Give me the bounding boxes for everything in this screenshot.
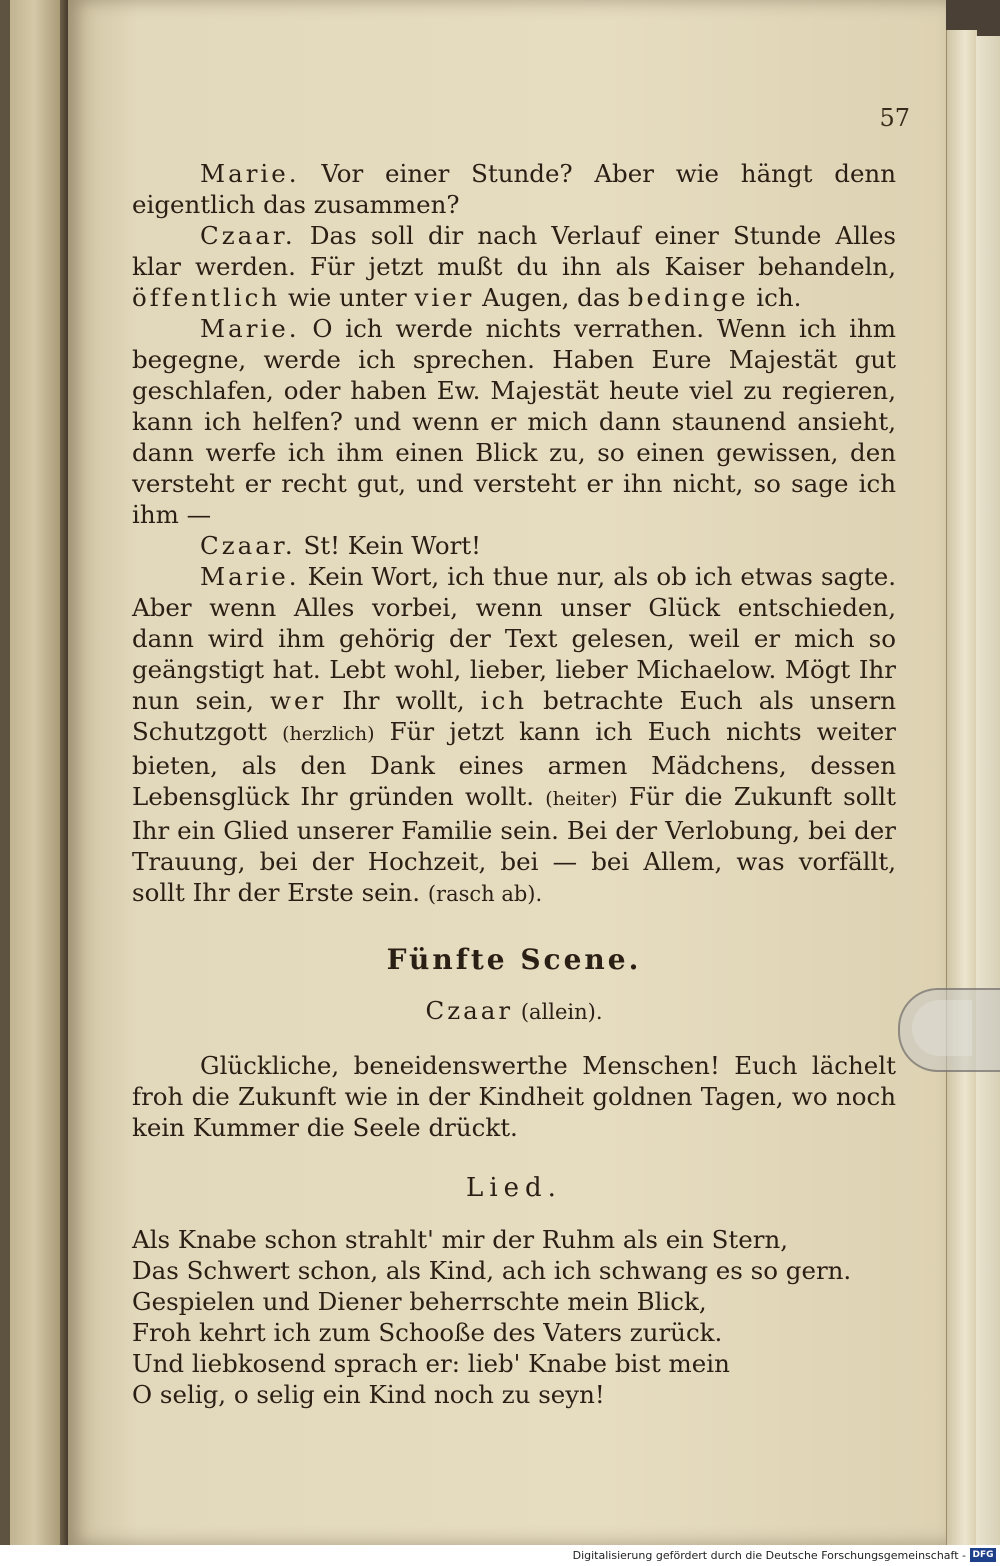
verse-line: Als Knabe schon strahlt' mir der Ruhm als ein Stern,	[132, 1225, 789, 1254]
line-text: wie unter	[280, 283, 415, 312]
page-clip-inner	[912, 1000, 972, 1056]
verse-line: Das Schwert schon, als Kind, ach ich schwang es so gern.	[132, 1256, 852, 1285]
dialogue-line	[132, 561, 896, 910]
line-text: O ich werde nichts verrathen. Wenn ich ihm begegne, werde ich sprechen. Haben Eure Majestät gut geschlafen, oder haben Ew. Majestät heute viel zu regieren, kann ich helfen? und wenn er mich dann staunend ansieht, dann werfe ich ihm einen Blick zu, so einen gewissen, den versteht er recht gut, und versteht er ihn nicht, so sage ich ihm —	[132, 314, 896, 529]
speaker-name: Czaar.	[200, 221, 296, 250]
song-title: Lied.	[466, 1173, 562, 1203]
spaced-word: wer	[270, 686, 327, 715]
stage-direction: (rasch ab).	[427, 882, 543, 906]
footer-credit: Digitalisierung gefördert durch die Deutsche Forschungsgemeinschaft -	[572, 1549, 966, 1562]
verse-line: O selig, o selig ein Kind noch zu seyn!	[132, 1380, 605, 1409]
page-text	[132, 158, 896, 1410]
page-stack-edge	[946, 30, 977, 1545]
monologue: Glückliche, beneidenswerthe Menschen! Euch lächelt froh die Zukunft wie in der Kindheit goldnen Tagen, wo noch kein Kummer die Seele drückt.	[132, 1051, 896, 1142]
speaker-name: Czaar.	[200, 531, 296, 560]
verse-line: Froh kehrt ich zum Schooße des Vaters zurück.	[132, 1318, 723, 1347]
line-text: Vor einer Stunde? Aber wie hängt denn eigentlich das zusammen?	[132, 159, 896, 219]
book-cover-edge	[0, 0, 10, 1545]
stage-direction: (herzlich)	[282, 723, 375, 745]
song-verse	[132, 1224, 896, 1410]
speaker-name: Czaar	[425, 996, 514, 1025]
speaker-name: Marie.	[200, 159, 300, 188]
dialogue-line	[132, 220, 896, 313]
verse-line: Und liebkosend sprach er: lieb' Knabe bist mein	[132, 1349, 730, 1378]
scene-speaker-line	[132, 995, 896, 1028]
line-text: Ihr wollt,	[326, 686, 481, 715]
line-text: ich.	[748, 283, 802, 312]
spaced-word: bedinge	[627, 283, 749, 312]
speaker-name: Marie.	[200, 314, 300, 343]
dfg-logo: DFG	[970, 1548, 996, 1562]
spaced-word: öffentlich	[132, 283, 281, 312]
line-text: Das soll dir nach Verlauf einer Stunde Alles klar werden. Für jetzt mußt du ihn als Kaiser behandeln,	[132, 221, 896, 281]
line-text: betrachte Euch als unsern Schutzgott	[132, 686, 896, 746]
dialogue-line	[132, 158, 896, 220]
line-text: Augen, das	[474, 283, 628, 312]
line-text: Für jetzt kann ich Euch nichts weiter bieten, als den Dank eines armen Mädchens, dessen Lebensglück Ihr gründen wollt.	[132, 717, 897, 811]
spaced-word: ich	[480, 686, 528, 715]
speaker-name: Marie.	[200, 562, 300, 591]
spaced-word: vier	[414, 283, 475, 312]
line-text: Kein Wort, ich thue nur, als ob ich etwas sagte. Aber wenn Alles vorbei, wenn unser Glück entschieden, dann wird ihm gehörig der Text gelesen, weil er mich so geängstigt hat. Lebt wohl, lieber, lieber Michaelow. Mögt Ihr nun sein,	[132, 562, 896, 715]
verse-line: Gespielen und Diener beherrschte mein Blick,	[132, 1287, 707, 1316]
page-number: 57	[879, 104, 910, 132]
dialogue-line	[132, 530, 896, 561]
page-stack-edge-outer	[976, 36, 1000, 1545]
dialogue-line	[132, 313, 896, 530]
line-text: Für die Zukunft sollt Ihr ein Glied unserer Familie sein. Bei der Verlobung, bei der Trauung, bei der Hochzeit, bei — bei Allem, was vorfällt, sollt Ihr der Erste sein.	[132, 782, 896, 907]
stage-direction: (heiter)	[545, 788, 618, 810]
scene-title: Fünfte Scene.	[386, 943, 642, 976]
line-text: St! Kein Wort!	[303, 531, 481, 560]
stage-direction: (allein).	[520, 1000, 603, 1024]
